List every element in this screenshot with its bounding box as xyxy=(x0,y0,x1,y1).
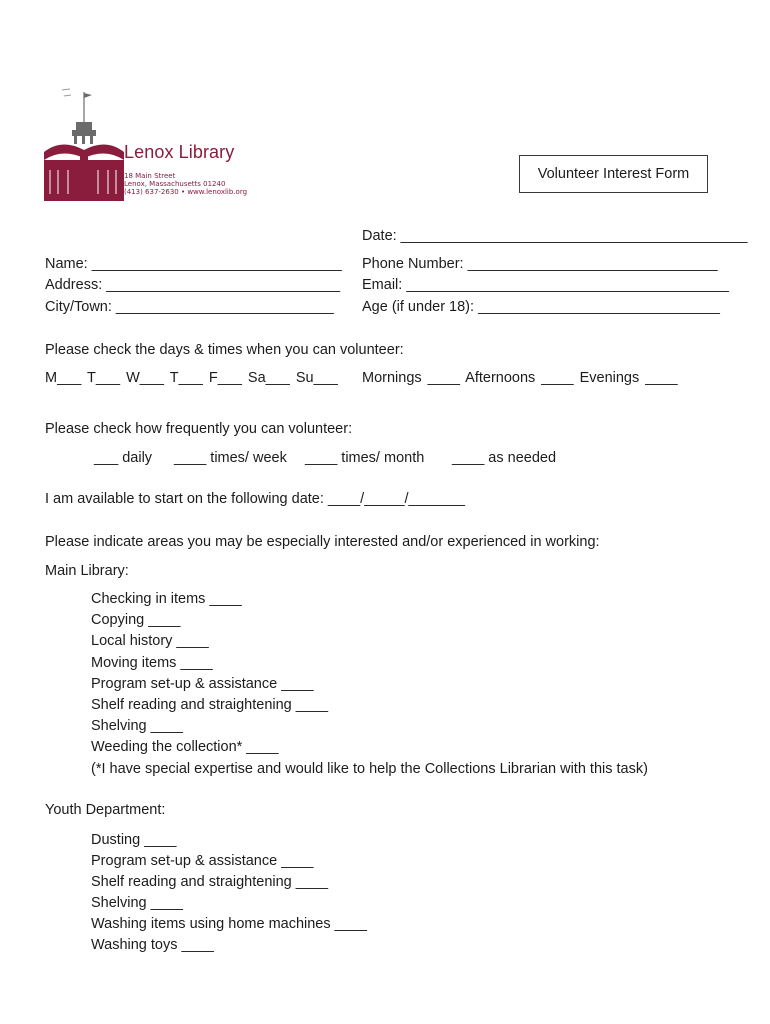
logo-address-line: Lenox, Massachusetts 01240 xyxy=(124,180,226,188)
days-times-heading: Please check the days & times when you can volunteer: xyxy=(45,342,404,358)
email-field[interactable]: Email: ________________________________________ xyxy=(362,277,729,293)
library-logo xyxy=(40,84,250,208)
youth-department-item[interactable]: Shelf reading and straightening ____ xyxy=(91,874,329,890)
youth-department-heading: Youth Department: xyxy=(45,802,166,818)
youth-department-item[interactable]: Shelving ____ xyxy=(91,895,183,911)
main-library-item[interactable]: Moving items ____ xyxy=(91,655,213,671)
library-book-icon xyxy=(40,84,124,208)
main-library-item[interactable]: Shelf reading and straightening ____ xyxy=(91,697,329,713)
main-library-heading: Main Library: xyxy=(45,563,129,579)
times-checklist[interactable]: Mornings ____ Afternoons ____ Evenings ____ xyxy=(362,370,678,386)
frequency-option-daily[interactable]: ___ daily xyxy=(94,450,153,466)
age-field[interactable]: Age (if under 18): ______________________________ xyxy=(362,299,720,315)
date-field[interactable]: Date: ___________________________________________ xyxy=(362,228,748,244)
address-field[interactable]: Address: _____________________________ xyxy=(45,277,341,293)
main-library-item[interactable]: Weeding the collection* ____ xyxy=(91,739,279,755)
main-library-item[interactable]: Program set-up & assistance ____ xyxy=(91,676,314,692)
main-library-item[interactable]: Checking in items ____ xyxy=(91,591,242,607)
frequency-option-as-needed[interactable]: ____ as needed xyxy=(452,450,557,466)
main-library-note: (*I have special expertise and would like to help the Collections Librarian with this task) xyxy=(91,761,648,777)
frequency-option-week[interactable]: ____ times/ week xyxy=(174,450,287,466)
youth-department-item[interactable]: Washing toys ____ xyxy=(91,937,214,953)
areas-heading: Please indicate areas you may be especially interested and/or experienced in working: xyxy=(45,534,600,550)
main-library-item[interactable]: Local history ____ xyxy=(91,633,209,649)
youth-department-item[interactable]: Program set-up & assistance ____ xyxy=(91,853,314,869)
name-field[interactable]: Name: _______________________________ xyxy=(45,256,342,272)
form-title-text: Volunteer Interest Form xyxy=(537,166,690,182)
city-field[interactable]: City/Town: ___________________________ xyxy=(45,299,334,315)
logo-address-line: (413) 637-2630 • www.lenoxlib.org xyxy=(124,188,248,196)
logo-address-line: 18 Main Street xyxy=(124,172,176,180)
days-checklist[interactable]: M___ T___ W___ T___ F___ Sa___ Su___ xyxy=(45,370,338,386)
frequency-heading: Please check how frequently you can volunteer: xyxy=(45,421,353,437)
main-library-item[interactable]: Shelving ____ xyxy=(91,718,183,734)
phone-field[interactable]: Phone Number: _______________________________ xyxy=(362,256,718,272)
form-title xyxy=(519,155,708,193)
youth-department-item[interactable]: Washing items using home machines ____ xyxy=(91,916,367,932)
logo-library-name: Lenox Library xyxy=(124,142,235,162)
frequency-option-month[interactable]: ____ times/ month xyxy=(305,450,425,466)
main-library-item[interactable]: Copying ____ xyxy=(91,612,181,628)
youth-department-item[interactable]: Dusting ____ xyxy=(91,832,177,848)
start-date-field[interactable]: I am available to start on the following date: ____/_____/_______ xyxy=(45,491,465,507)
